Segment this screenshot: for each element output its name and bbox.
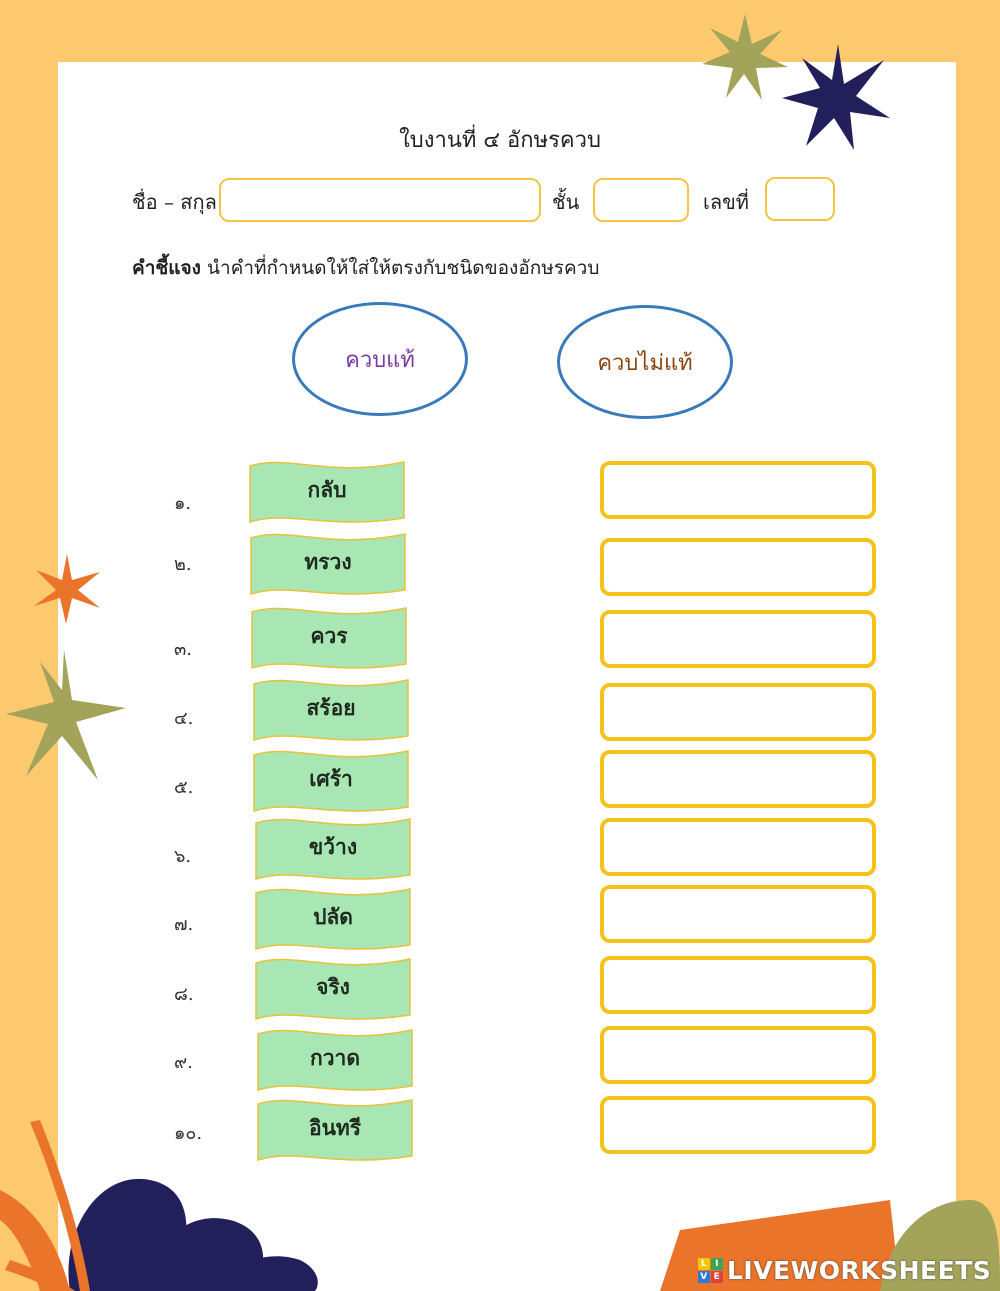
word-tag[interactable] [254, 815, 412, 879]
word-tag[interactable] [250, 604, 408, 668]
word-tag-label: สร้อย [306, 695, 356, 720]
liveworksheets-logo-icon [698, 1258, 723, 1283]
word-tag-label: ขว้าง [308, 834, 358, 859]
logo-mark-l: L [698, 1258, 710, 1270]
answer-box[interactable] [600, 1096, 876, 1154]
instruction [132, 253, 599, 283]
answer-box[interactable] [600, 885, 876, 943]
answer-box[interactable] [600, 1026, 876, 1084]
liveworksheets-logo [698, 1254, 991, 1286]
category-true-cluster[interactable] [292, 302, 468, 416]
instruction-heading: คำชี้แจง [132, 257, 201, 279]
name-field[interactable] [219, 178, 541, 222]
olive-star-top-icon [700, 12, 790, 102]
name-label: ชื่อ – สกุล [132, 190, 217, 214]
answer-box[interactable] [600, 818, 876, 876]
class-field[interactable] [593, 178, 689, 222]
word-tag[interactable] [248, 458, 406, 522]
answer-box[interactable] [600, 956, 876, 1014]
category-false-cluster[interactable] [557, 305, 733, 419]
word-tag-label: กลับ [307, 477, 347, 502]
orange-star-left-icon [30, 552, 104, 626]
word-tag-label: ทรวง [304, 549, 352, 574]
item-number: ๗. [174, 914, 194, 935]
item-number: ๑. [174, 493, 192, 514]
item-number: ๔. [174, 708, 194, 729]
number-label: เลขที่ [703, 190, 749, 214]
answer-box[interactable] [600, 610, 876, 668]
number-field[interactable] [765, 177, 835, 221]
word-tag[interactable] [252, 676, 410, 740]
word-tag-label: เศร้า [309, 766, 353, 791]
logo-mark-v: V [698, 1271, 710, 1283]
answer-box[interactable] [600, 750, 876, 808]
word-tag[interactable] [254, 885, 412, 949]
item-number: ๕. [174, 777, 194, 798]
logo-mark-i: I [711, 1258, 723, 1270]
word-tag[interactable] [249, 530, 407, 594]
instruction-text: นำคำที่กำหนดให้ใส่ให้ตรงกับชนิดของอักษรควบ [200, 257, 600, 279]
answer-box[interactable] [600, 461, 876, 519]
item-number: ๙. [174, 1052, 193, 1073]
word-tag-label: อินทรี [308, 1115, 362, 1140]
word-tag[interactable] [256, 1026, 414, 1090]
class-label: ชั้น [552, 190, 580, 214]
word-tag[interactable] [252, 747, 410, 811]
item-number: ๖. [174, 846, 192, 867]
item-number: ๘. [174, 984, 194, 1005]
logo-mark-e: E [711, 1271, 723, 1283]
olive-star-left-icon [4, 648, 130, 782]
word-tag[interactable] [254, 955, 412, 1019]
answer-box[interactable] [600, 538, 876, 596]
word-tag-label: ปลัด [313, 904, 353, 929]
answer-box[interactable] [600, 683, 876, 741]
category-true-cluster-label: ควบแท้ [345, 347, 415, 373]
liveworksheets-logo-text: LIVEWORKSHEETS [727, 1255, 992, 1285]
category-false-cluster-label: ควบไม่แท้ [597, 350, 693, 376]
item-number: ๒. [174, 554, 192, 575]
word-tag-label: กวาด [310, 1045, 360, 1070]
word-tag-label: ควร [310, 623, 348, 648]
page-title: ใบงานที่ ๔ อักษรควบ [399, 128, 601, 153]
item-number: ๑๐. [174, 1123, 203, 1144]
word-tag[interactable] [256, 1096, 414, 1160]
item-number: ๓. [174, 639, 193, 660]
word-tag-label: จริง [316, 974, 350, 999]
